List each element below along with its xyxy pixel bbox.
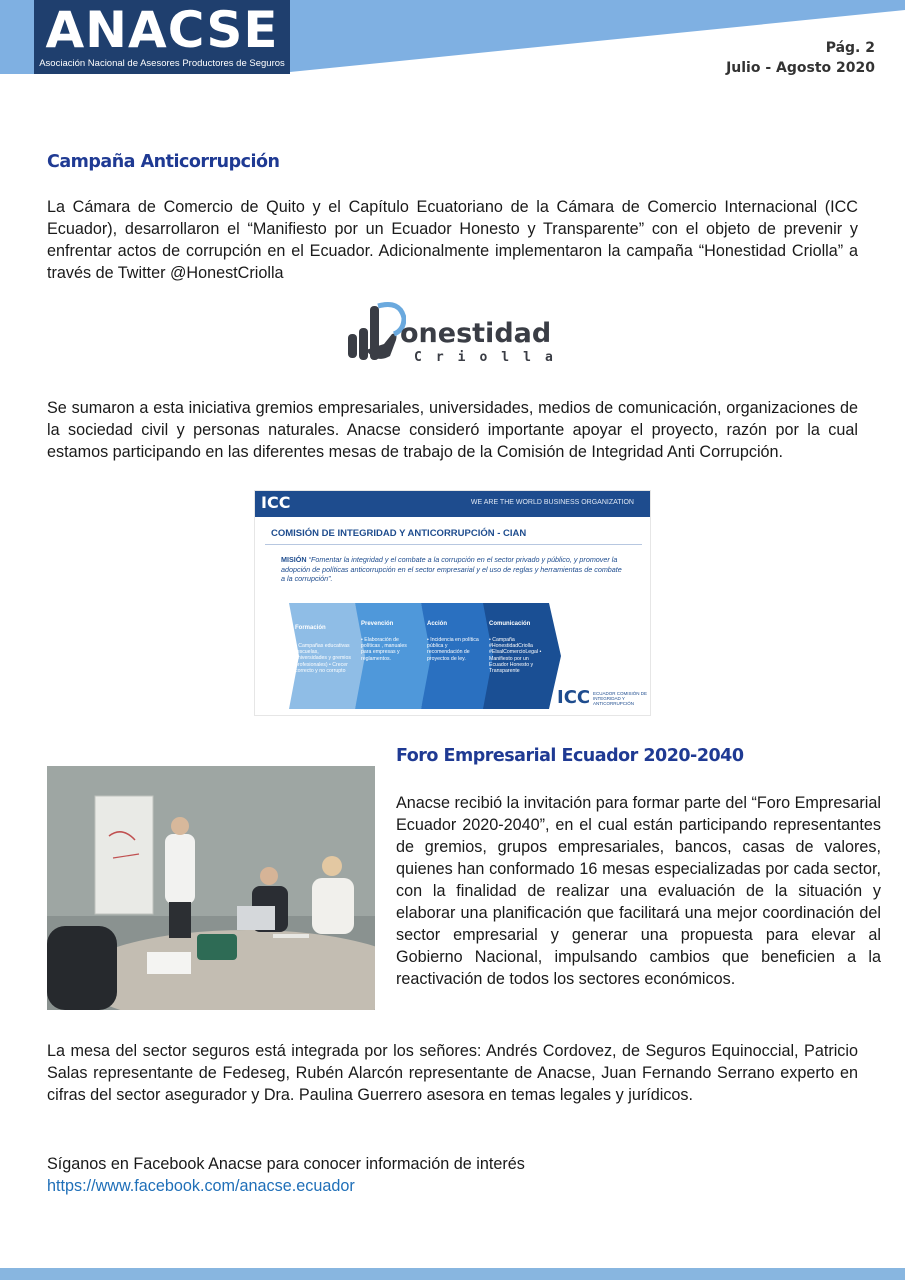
facebook-link[interactable]: https://www.facebook.com/anacse.ecuador xyxy=(47,1177,355,1195)
logo-word: onestidad xyxy=(400,318,552,349)
section-title-foro: Foro Empresarial Ecuador 2020-2040 xyxy=(396,746,744,766)
icc-cian-slide xyxy=(254,490,651,716)
paragraph-mesa-seguros: La mesa del sector seguros está integrada por los señores: Andrés Cordovez, de Seguros Equinoccial, Patricio Salas representante de Fedeseg, Rubén Alarcón representante de Anacse, Juan Fernando Serrano experto en cifras del sector asegurador y Dra. Paulina Guerrero asesora en temas legales y jurídicos. xyxy=(47,1042,858,1104)
step-text-accion: • Incidencia en política pública y recomendación de proyectos de ley. xyxy=(427,637,479,662)
hand-icon xyxy=(346,300,406,366)
follow-text: Síganos en Facebook Anacse para conocer información de interés xyxy=(47,1155,525,1173)
step-text-prevencion: • Elaboración de políticas , manuales para empresas y reglamentos. xyxy=(361,637,407,662)
step-label-comunicacion: Comunicación xyxy=(489,621,531,627)
step-text-comunicacion: • Campaña #HonestidadCriolla #ElsalComercioLegal • Manifiesto por un Ecuador Honesto y Transparente xyxy=(489,637,542,675)
slide-divider xyxy=(265,544,642,545)
slide-footer-icc: ICC xyxy=(557,687,591,708)
logo-subtitle: Asociación Nacional de Asesores Productores de Seguros xyxy=(39,58,285,69)
footer-band xyxy=(0,1268,905,1280)
logo-sub: Criolla xyxy=(414,350,567,365)
section-title-anticorruption: Campaña Anticorrupción xyxy=(47,152,280,172)
step-label-prevencion: Prevención xyxy=(361,621,394,627)
slide-tagline: WE ARE THE WORLD BUSINESS ORGANIZATION xyxy=(470,499,634,506)
paragraph-foro: Anacse recibió la invitación para formar parte del “Foro Empresarial Ecuador 2020-2040”, en el cual están participando representantes de gremios, grupos empresariales, bancos, casas de valores, quienes han conformado 16 mesas especializadas por cada sector, con la finalidad de realizar una evaluación de la situación y elaborar una planificación que facilitará una mejor coordinación del sector empresarial y generar una propuesta para elevar al Gobierno Nacional, impulsando cambios que beneficien a la reactivación de todos los sectores económicos. xyxy=(396,794,881,988)
meeting-photo xyxy=(47,766,375,1010)
mision-label: MISIÓN xyxy=(281,555,307,564)
step-label-accion: Acción xyxy=(427,621,448,627)
page-number: Pág. 2 xyxy=(825,40,875,56)
mision-text: “Fomentar la integridad y el combate a la corrupción en el sector privado y público, y promover la adopción de políticas anticorrupción en el sector empresarial y el uso de reglas y herramientas de combate a la corrupción”. xyxy=(281,555,622,583)
slide-title: COMISIÓN DE INTEGRIDAD Y ANTICORRUPCIÓN - CIAN xyxy=(271,528,527,539)
slide-mision xyxy=(281,555,626,584)
paragraph-iniciativa: Se sumaron a esta iniciativa gremios empresariales, universidades, medios de comunicación, organizaciones de la sociedad civil y personas naturales. Anacse consideró importante apoyar el proyecto, razón por la cual estamos participando en las diferentes mesas de trabajo de la Comisión de Integridad Anti Corrupción. xyxy=(47,399,858,461)
step-text-formacion: • Campañas educativas (escuelas, universidades y gremios profesionales) • Crecer correcto y no corrupto xyxy=(295,643,351,674)
step-label-formacion: Formación xyxy=(295,625,326,631)
slide-footer-sub: ECUADOR COMISIÓN DE INTEGRIDAD Y ANTICORRUPCIÓN xyxy=(593,691,648,706)
slide-icc-logo: ICC xyxy=(261,493,291,512)
paragraph-anticorruption: La Cámara de Comercio de Quito y el Capítulo Ecuatoriano de la Cámara de Comercio Internacional (ICC Ecuador), desarrollaron el “Manifiesto por un Ecuador Honesto y Transparente” con el objeto de prevenir y enfrentar actos de corrupción en el Ecuador. Adicionalmente implementaron la campaña “Honestidad Criolla” a través de Twitter @HonestCriolla xyxy=(47,198,858,282)
issue-date: Julio - Agosto 2020 xyxy=(726,60,875,76)
logo-text: ANACSE xyxy=(45,1,279,59)
